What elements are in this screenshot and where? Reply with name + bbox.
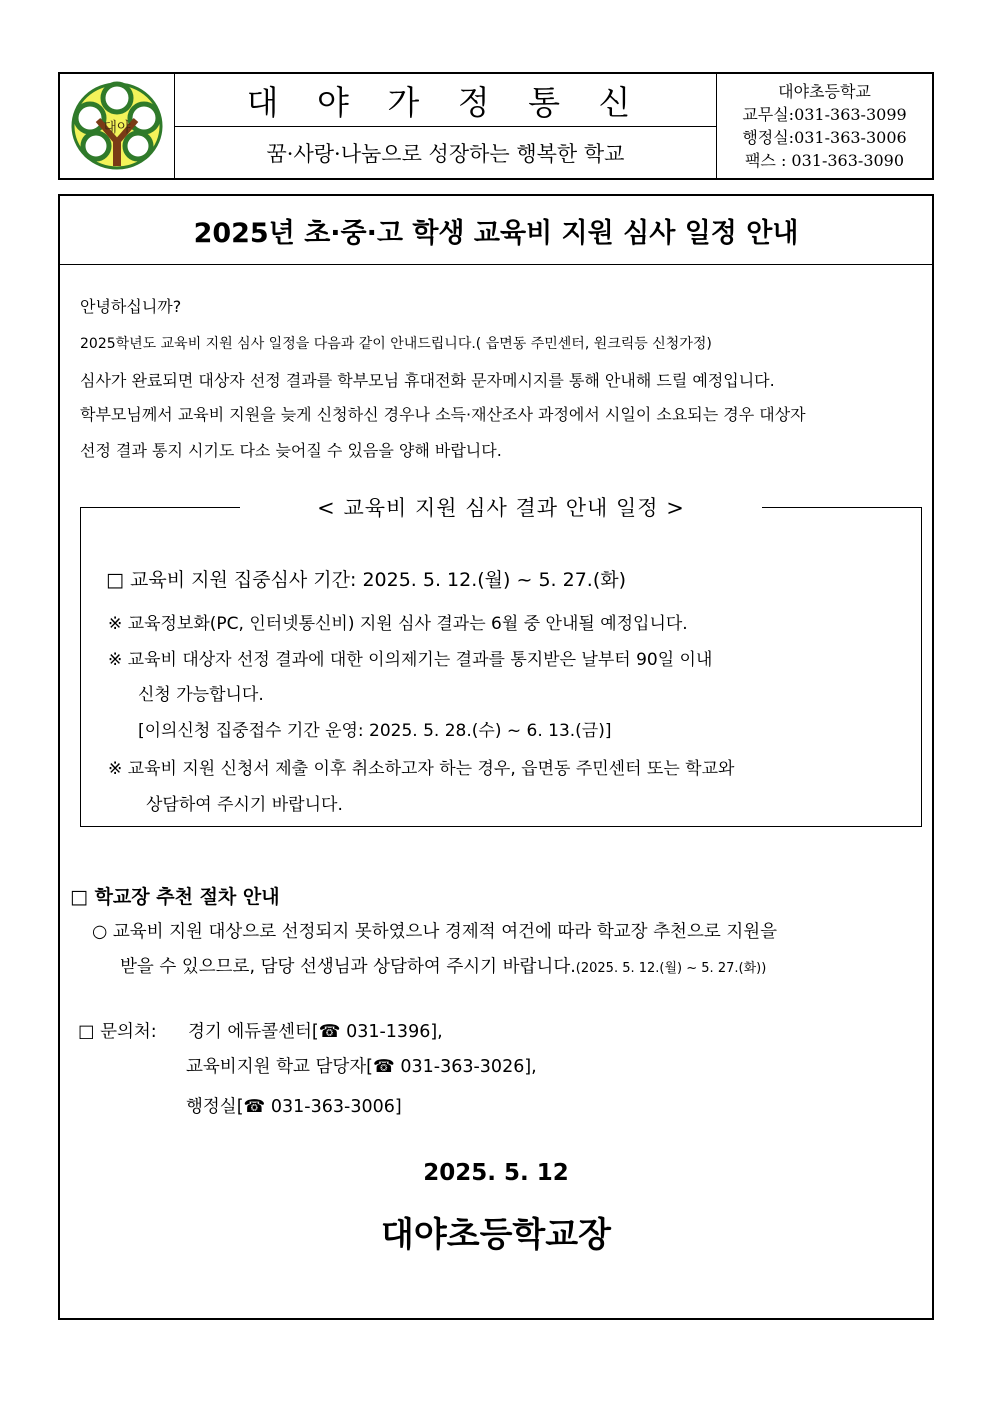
newsletter-title: 대 야 가 정 통 신: [175, 74, 716, 127]
contact-school-officer: 교육비지원 학교 담당자[☎ 031-363-3026],: [186, 1057, 537, 1077]
notice-title: 2025년 초·중·고 학생 교육비 지원 심사 일정 안내: [60, 196, 932, 265]
recommendation-line: ○ 교육비 지원 대상으로 선정되지 못하였으나 경제적 여건에 따라 학교장 추천으로 지원을: [92, 922, 778, 942]
note-objection: ※ 교육비 대상자 선정 결과에 대한 이의제기는 결과를 통지받은 날부터 90일 이내: [108, 650, 713, 670]
recommendation-title: □ 학교장 추천 절차 안내: [70, 886, 280, 908]
intro-line: 심사가 완료되면 대상자 선정 결과를 학부모님 휴대전화 문자메시지를 통해 안내해 드릴 예정입니다.: [80, 371, 775, 390]
intro-line: 2025학년도 교육비 지원 심사 일정을 다음과 같이 안내드립니다.( 읍면동 주민센터, 원크릭등 신청가정): [80, 336, 712, 352]
contact-educall: 경기 에듀콜센터[☎ 031-1396],: [188, 1022, 443, 1042]
recommendation-text: 받을 수 있으므로, 담당 선생님과 상담하여 주시기 바랍니다.: [120, 957, 576, 977]
fax-number: 팩스 : 031-363-3090: [744, 151, 905, 170]
intro-line: 학부모님께서 교육비 지원을 늦게 신청하신 경우나 소득·재산조사 과정에서 시일이 소요되는 경우 대상자: [80, 405, 806, 424]
admin-office-phone: 행정실:031-363-3006: [742, 128, 907, 147]
recommendation-line: [120, 953, 766, 978]
contact-label: □ 문의처:: [78, 1022, 157, 1042]
note-cancel-cont: 상담하여 주시기 바랍니다.: [146, 795, 343, 815]
intro-line: 안녕하십니까?: [80, 297, 182, 316]
note-it-support: ※ 교육정보화(PC, 인터넷통신비) 지원 심사 결과는 6월 중 안내될 예정입니다.: [108, 614, 688, 634]
school-slogan: 꿈·사랑·나눔으로 성장하는 행복한 학교: [266, 141, 625, 166]
school-name: 대야초등학교: [778, 82, 871, 101]
teacher-office-phone: 교무실:031-363-3099: [742, 105, 907, 124]
school-logo-icon: [68, 80, 166, 172]
logo-text: 대야: [103, 120, 131, 136]
note-objection-cont: 신청 가능합니다.: [138, 685, 264, 705]
school-contact-info: [716, 74, 932, 178]
issue-date: 2025. 5. 12: [423, 1160, 569, 1186]
contact-admin-office: 행정실[☎ 031-363-3006]: [186, 1097, 402, 1117]
schedule-title: < 교육비 지원 심사 결과 안내 일정 >: [240, 490, 762, 524]
note-cancel: ※ 교육비 지원 신청서 제출 이후 취소하고자 하는 경우, 읍면동 주민센터 또는 학교와: [108, 759, 735, 779]
principal-signature: 대야초등학교장: [381, 1215, 611, 1255]
objection-period: [이의신청 집중접수 기간 운영: 2025. 5. 28.(수) ~ 6. 13.(금)]: [138, 721, 612, 741]
intro-line: 선정 결과 통지 시기도 다소 늦어질 수 있음을 양해 바랍니다.: [80, 441, 502, 460]
letterhead-table: [58, 72, 934, 180]
recommendation-period: (2025. 5. 12.(월) ~ 5. 27.(화)): [575, 961, 767, 976]
school-logo-cell: [60, 74, 175, 178]
review-period: □ 교육비 지원 집중심사 기간: 2025. 5. 12.(월) ~ 5. 27.(화): [106, 569, 627, 591]
